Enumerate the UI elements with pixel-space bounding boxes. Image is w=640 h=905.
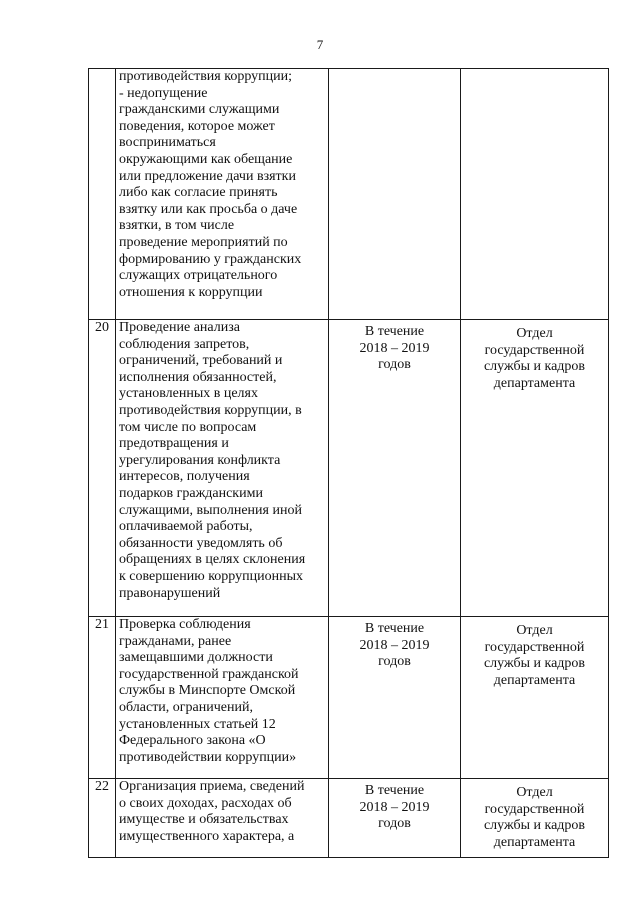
responsible-line: службы и кадров: [483, 656, 586, 672]
event-line: противодействия коррупции, в: [119, 402, 302, 418]
table-row: [89, 69, 609, 320]
event-line: окружающими как обещание: [119, 151, 293, 167]
event-line: Проверка соблюдения: [119, 617, 251, 632]
term-line: годов: [378, 654, 411, 670]
event-line: обязанности уведомлять об: [119, 535, 283, 551]
event-line: интересов, получения: [119, 469, 250, 485]
term-line: годов: [378, 816, 411, 832]
row-number-cell: 21: [89, 617, 116, 779]
event-line: взятку или как просьба о даче: [119, 201, 298, 217]
responsible-cell: [461, 617, 609, 779]
responsible-cell: [461, 779, 609, 858]
event-line: поведения, которое может: [119, 118, 275, 134]
event-line: Проведение анализа: [119, 320, 240, 335]
term-line: 2018 – 2019: [359, 340, 430, 356]
page-number: 7: [316, 37, 324, 52]
event-line: проведение мероприятий по: [119, 234, 288, 250]
event-line: служащих отрицательного: [119, 268, 278, 284]
table-row: [89, 779, 609, 858]
term-line: В течение: [364, 783, 425, 798]
responsible-line: государственной: [484, 801, 585, 817]
event-line: отношения к коррупции: [119, 284, 263, 300]
responsible-line: Отдел: [516, 785, 553, 800]
responsible-line: департамента: [493, 672, 576, 688]
responsible-line: Отдел: [516, 623, 553, 638]
responsible-line: Отдел: [516, 326, 553, 341]
term-line: годов: [378, 357, 411, 373]
responsible-line: государственной: [484, 639, 585, 655]
event-line: - недопущение: [119, 85, 208, 101]
event-line: исполнения обязанностей,: [119, 369, 277, 385]
term-line: В течение: [364, 324, 425, 339]
row-number-cell: [89, 69, 116, 320]
event-line: формированию у гражданских: [119, 251, 302, 267]
event-line: гражданскими служащими: [119, 102, 280, 118]
table-body: [89, 69, 609, 858]
term-line: 2018 – 2019: [359, 637, 430, 653]
event-line: либо как согласие принять: [119, 185, 278, 201]
anti-corruption-plan-table: [88, 68, 609, 858]
event-line: службы в Минспорте Омской: [119, 683, 296, 699]
event-line: противодействия коррупции;: [119, 69, 292, 84]
event-cell: [116, 320, 329, 617]
event-line: Организация приема, сведений: [119, 779, 305, 794]
event-line: противодействии коррупции»: [119, 749, 297, 765]
row-number-cell: 22: [89, 779, 116, 858]
event-line: урегулирования конфликта: [119, 452, 281, 468]
event-line: правонарушений: [119, 585, 221, 601]
event-line: том числе по вопросам: [119, 419, 257, 435]
responsible-line: департамента: [493, 834, 576, 850]
event-line: подарков гражданскими: [119, 485, 263, 501]
event-line: имущественного характера, а: [119, 828, 295, 844]
event-line: взятки, в том числе: [119, 218, 235, 234]
event-cell: [116, 617, 329, 779]
term-cell: [329, 320, 461, 617]
event-line: замещавшими должности: [119, 650, 273, 666]
event-line: предотвращения и: [119, 436, 229, 452]
event-cell: [116, 779, 329, 858]
event-line: области, ограничений,: [119, 699, 253, 715]
event-line: государственной гражданской: [119, 666, 299, 682]
table-row: [89, 617, 609, 779]
event-line: ограничений, требований и: [119, 353, 283, 369]
row-number-cell: 20: [89, 320, 116, 617]
event-line: к совершению коррупционных: [119, 568, 303, 584]
event-line: оплачиваемой работы,: [119, 519, 253, 535]
table-row: [89, 320, 609, 617]
event-line: Федерального закона «О: [119, 733, 266, 749]
responsible-line: службы и кадров: [483, 359, 586, 375]
term-cell: [329, 69, 461, 320]
term-line: 2018 – 2019: [359, 799, 430, 815]
event-line: или предложение дачи взятки: [119, 168, 296, 184]
event-line: соблюдения запретов,: [119, 336, 250, 352]
event-line: гражданами, ранее: [119, 633, 232, 649]
event-line: установленных в целях: [119, 386, 258, 402]
term-cell: [329, 617, 461, 779]
term-line: В течение: [364, 621, 425, 636]
event-cell: [116, 69, 329, 320]
event-line: установленных статьей 12: [119, 716, 276, 732]
event-line: о своих доходах, расходах об: [119, 795, 292, 811]
responsible-line: службы и кадров: [483, 818, 586, 834]
responsible-cell: [461, 69, 609, 320]
event-line: обращениях в целях склонения: [119, 552, 306, 568]
term-cell: [329, 779, 461, 858]
responsible-line: департамента: [493, 375, 576, 391]
responsible-line: государственной: [484, 342, 585, 358]
event-line: имуществе и обязательствах: [119, 812, 289, 828]
responsible-cell: [461, 320, 609, 617]
event-line: служащими, выполнения иной: [119, 502, 302, 518]
event-line: восприниматься: [119, 135, 216, 151]
